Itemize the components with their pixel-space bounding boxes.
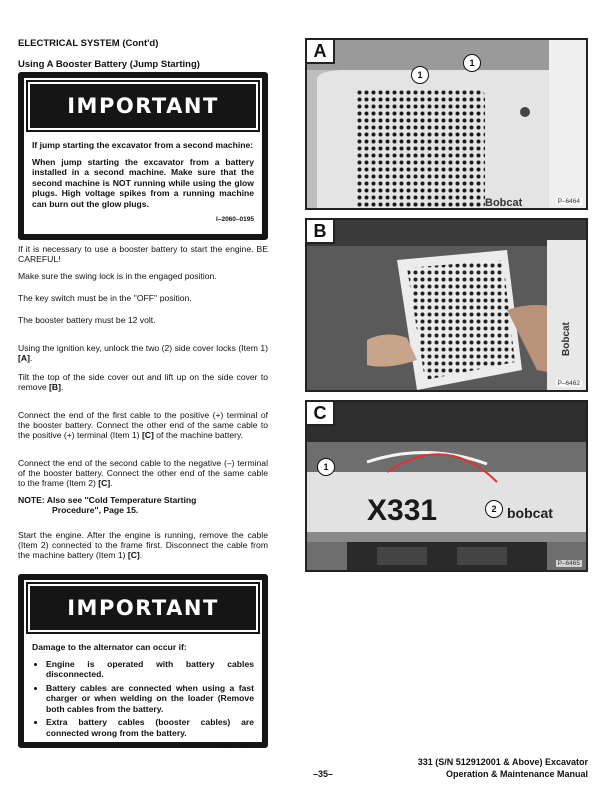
photo-code: P–6465: [557, 560, 580, 567]
important-banner: IMPORTANT: [28, 584, 258, 632]
callout-1: 1: [463, 54, 481, 72]
important-notice-2: [18, 574, 268, 748]
paragraph: Start the engine. After the engine is running, remove the cable (Item 2) connected to the frame first. Disconnect the cable from the machine battery (Item 1) [C].: [18, 530, 268, 560]
figure-letter: A: [307, 40, 335, 64]
svg-text:Bobcat: Bobcat: [561, 322, 572, 356]
section-title: ELECTRICAL SYSTEM (Cont'd): [18, 38, 159, 49]
paragraph: Connect the end of the second cable to the negative (–) terminal of the booster battery. Connect the other end of the same cable to the frame (Item 2) [C].: [18, 458, 268, 488]
paragraph: Make sure the swing lock is in the engaged position.: [18, 271, 217, 281]
svg-text:bobcat: bobcat: [507, 505, 553, 521]
paragraph: The key switch must be in the ''OFF'' position.: [18, 293, 192, 303]
important-text: Damage to the alternator can occur if:: [32, 642, 187, 652]
manual-subtitle: Operation & Maintenance Manual: [445, 769, 588, 779]
paragraph: The booster battery must be 12 volt.: [18, 315, 156, 325]
note: NOTE: Also see ''Cold Temperature Starting Procedure'', Page 15.: [18, 495, 197, 515]
reference-code: I–2060–0195: [216, 216, 254, 223]
photo-code: P–6462: [557, 380, 580, 387]
svg-text:Bobcat: Bobcat: [485, 197, 523, 209]
callout-1: 1: [317, 458, 335, 476]
subsection-title: Using A Booster Battery (Jump Starting): [18, 59, 200, 70]
important-banner: IMPORTANT: [28, 82, 258, 130]
svg-text:X331: X331: [367, 494, 438, 527]
paragraph: Connect the end of the first cable to the positive (+) terminal of the booster battery. Connect the other end of the same cable to the positive (+) terminal (Item 1) [C] of the machine battery.: [18, 410, 268, 440]
callout-2: 2: [485, 500, 503, 518]
paragraph: Tilt the top of the side cover out and lift up on the side cover to remove [B].: [18, 372, 268, 392]
important-text: When jump starting the excavator from a battery installed in a second machine. Make sure that the second machine is NOT running while using the glow plugs. High voltage spikes from a running machine can burn out the glow plugs.: [32, 156, 254, 209]
figure-b-photo: [307, 220, 588, 392]
important-notice-1: [18, 72, 268, 240]
reference-code: I–2023–1285: [216, 743, 254, 750]
page-number: –35–: [313, 769, 334, 779]
paragraph: Using the ignition key, unlock the two (2) side cover locks (Item 1) [A].: [18, 343, 268, 363]
list-item: • Extra battery cables (booster cables) are connected wrong from the battery.: [46, 717, 254, 738]
figure-c: [305, 400, 588, 572]
figure-letter: C: [307, 402, 335, 426]
figure-letter: B: [307, 220, 335, 244]
list-item: • Engine is operated with battery cables disconnected.: [46, 659, 254, 680]
manual-title: 331 (S/N 512912001 & Above) Excavator: [417, 757, 588, 767]
figure-a: [305, 38, 588, 210]
photo-code: P–6464: [557, 198, 580, 205]
figure-c-photo: [307, 402, 588, 572]
figure-a-photo: [307, 40, 588, 210]
paragraph: If it is necessary to use a booster battery to start the engine. BE CAREFUL!: [18, 244, 268, 264]
list-item: • Battery cables are connected when using a fast charger or when welding on the loader (Remove both cables from the battery.: [46, 683, 254, 715]
important-text: If jump starting the excavator from a second machine:: [32, 140, 254, 150]
warning-list: [32, 659, 254, 739]
callout-1: 1: [411, 66, 429, 84]
figure-b: [305, 218, 588, 392]
